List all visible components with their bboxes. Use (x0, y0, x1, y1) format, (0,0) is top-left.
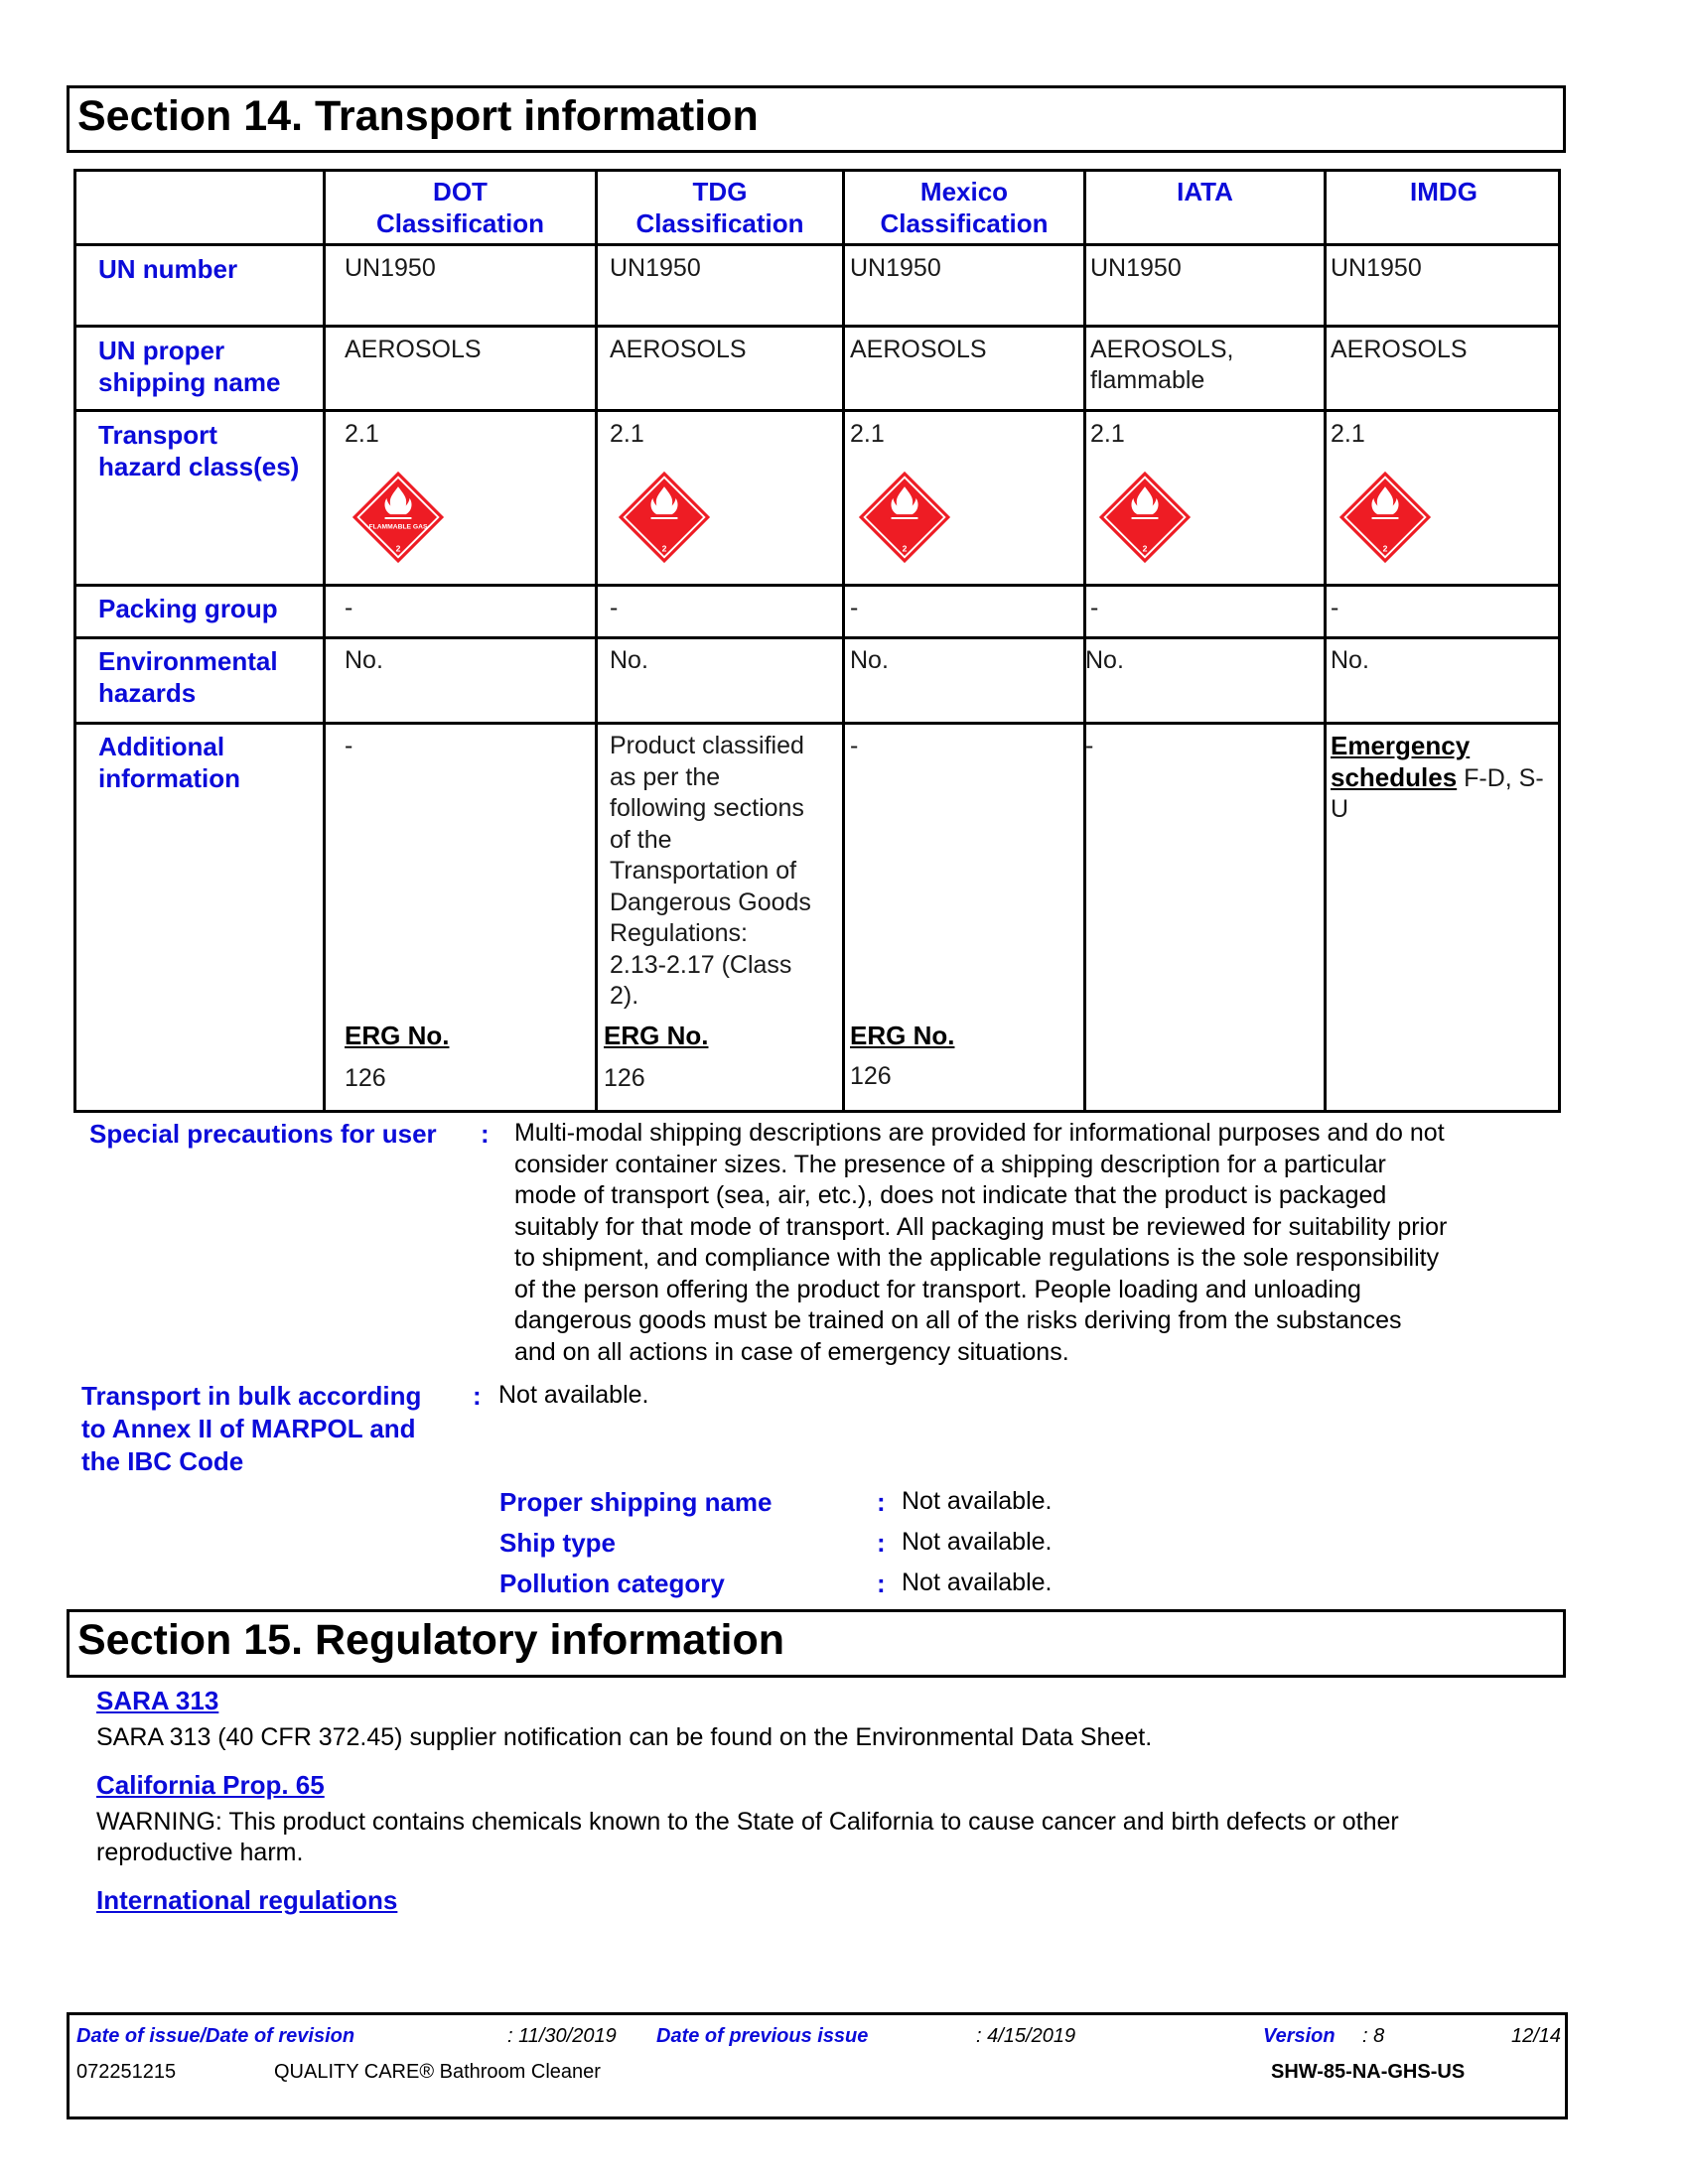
environmental-iata: No. (1085, 646, 1124, 674)
ship-type-label: Ship type (499, 1528, 617, 1558)
sara-313-text: SARA 313 (40 CFR 372.45) supplier notification can be found on the Environmental Data Sheet. (96, 1723, 1153, 1751)
erg-tdg (604, 1021, 708, 1094)
product-name: QUALITY CARE® Bathroom Cleaner (274, 2061, 601, 2083)
text-line: Transportation of (610, 857, 797, 885)
hazard-class-dot: 2.1 (345, 420, 379, 448)
text-line: Multi-modal shipping descriptions are provided for informational purposes and do not (514, 1119, 1445, 1147)
text-line: Regulations: (610, 919, 748, 947)
text-line: and on all actions in case of emergency situations. (514, 1337, 1069, 1366)
text-line: reproductive harm. (96, 1839, 304, 1866)
label-line: to Annex II of MARPOL and (81, 1414, 416, 1443)
text-line: 2). (610, 982, 639, 1010)
packing-group-dot: - (345, 594, 353, 621)
packing-group-imdg: - (1331, 594, 1339, 621)
erg-dot (345, 1021, 449, 1094)
header-line: Classification (880, 208, 1049, 238)
additional-tdg (610, 731, 811, 1013)
text-line: to shipment, and compliance with the applicable regulations is the sole responsibility (514, 1244, 1440, 1272)
erg-value: 126 (345, 1064, 386, 1092)
header-line: Mexico (919, 177, 1009, 206)
flammable-gas-placard-icon (351, 470, 446, 565)
hazard-class-imdg: 2.1 (1331, 420, 1365, 448)
svg-text:2: 2 (1142, 543, 1148, 554)
california-prop-65-heading: California Prop. 65 (96, 1770, 325, 1800)
placard-label: FLAMMABLE GAS (368, 523, 428, 531)
column-header-mexico (845, 176, 1083, 239)
date-of-previous-issue-label: Date of previous issue (656, 2025, 869, 2047)
section-15-title: Section 15. Regulatory information (77, 1616, 784, 1664)
svg-text:2: 2 (902, 543, 908, 554)
text-line: dangerous goods must be trained on all of the risks deriving from the substances (514, 1306, 1402, 1334)
transport-bulk-colon: : (473, 1381, 482, 1411)
header-line: DOT (433, 177, 488, 206)
hazard-class-iata: 2.1 (1090, 420, 1125, 448)
row-label-transport-hazard-class (98, 419, 299, 482)
emergency-schedules-value: F-D, S- (1464, 764, 1544, 792)
text-line: 2.13-2.17 (Class (610, 950, 792, 979)
text-line: of the person offering the product for transport. People loading and unloading (514, 1275, 1361, 1303)
environmental-dot: No. (345, 646, 383, 674)
text-line: following sections (610, 794, 804, 822)
pollution-category-value: Not available. (902, 1569, 1053, 1596)
transport-bulk-label (81, 1380, 421, 1478)
text-line: as per the (610, 762, 721, 791)
section-14-title: Section 14. Transport information (77, 92, 759, 140)
flammable-gas-placard-icon (617, 470, 712, 565)
column-divider (842, 172, 845, 1110)
text-line: mode of transport (sea, air, etc.), does not indicate that the product is packaged (514, 1181, 1387, 1209)
additional-imdg (1331, 731, 1544, 825)
header-line: Classification (375, 208, 545, 238)
label-line: Transport in bulk according (81, 1381, 422, 1411)
label-line: information (98, 763, 240, 793)
document-code: SHW-85-NA-GHS-US (1271, 2061, 1466, 2083)
version-label: Version (1263, 2025, 1336, 2047)
header-line: IMDG (1410, 177, 1477, 206)
label-line: hazard class(es) (98, 452, 300, 481)
text-line: suitably for that mode of transport. All packaging must be reviewed for suitability prior (514, 1212, 1448, 1241)
row-label-un-proper-shipping-name (98, 335, 280, 398)
erg-label: ERG No. (345, 1021, 450, 1050)
pollution-category-colon: : (877, 1569, 886, 1598)
column-divider (595, 172, 598, 1110)
row-divider (76, 584, 1558, 587)
label-line: Transport (98, 420, 217, 450)
additional-dot: - (345, 732, 353, 759)
value-line: flammable (1090, 366, 1205, 394)
svg-text:2: 2 (661, 543, 667, 554)
emergency-schedules-heading: Emergency (1331, 731, 1471, 760)
column-header-tdg (598, 176, 842, 239)
text-line: consider container sizes. The presence of a shipping description for a particular (514, 1150, 1386, 1178)
date-of-issue-label: Date of issue/Date of revision (76, 2025, 355, 2047)
proper-shipping-name-label: Proper shipping name (499, 1487, 773, 1517)
un-number-mexico: UN1950 (850, 254, 941, 282)
version-value: : 8 (1362, 2025, 1385, 2047)
un-number-iata: UN1950 (1090, 254, 1182, 282)
sara-313-heading: SARA 313 (96, 1686, 219, 1715)
label-line: shipping name (98, 367, 281, 397)
column-divider (323, 172, 326, 1110)
page-footer (67, 2012, 1568, 2119)
text-line: Dangerous Goods (610, 887, 811, 916)
environmental-tdg: No. (610, 646, 648, 674)
emergency-schedules-heading: schedules (1331, 762, 1458, 792)
un-number-imdg: UN1950 (1331, 254, 1422, 282)
date-of-previous-issue-value: : 4/15/2019 (976, 2025, 1076, 2047)
international-regulations-heading: International regulations (96, 1885, 398, 1915)
product-code: 072251215 (76, 2061, 177, 2083)
shipping-name-tdg: AEROSOLS (610, 336, 747, 363)
row-label-additional-information (98, 731, 240, 794)
shipping-name-imdg: AEROSOLS (1331, 336, 1468, 363)
row-divider (76, 722, 1558, 725)
header-line: Classification (635, 208, 804, 238)
row-label-packing-group: Packing group (98, 594, 278, 623)
erg-value: 126 (850, 1062, 892, 1090)
section-15-header (67, 1609, 1566, 1678)
packing-group-mexico: - (850, 594, 859, 621)
header-line: IATA (1177, 177, 1233, 206)
svg-text:2: 2 (1382, 543, 1388, 554)
california-prop-65-text (96, 1807, 1399, 1868)
un-number-tdg: UN1950 (610, 254, 701, 282)
special-precautions-text (514, 1118, 1567, 1368)
flammable-gas-placard-icon (1337, 470, 1433, 565)
text-line: WARNING: This product contains chemicals known to the State of California to cause cancer and birth defects or other (96, 1808, 1399, 1836)
text-line: of the (610, 825, 672, 854)
packing-group-iata: - (1090, 594, 1099, 621)
packing-group-tdg: - (610, 594, 619, 621)
additional-iata: - (1085, 732, 1094, 759)
column-divider (1324, 172, 1327, 1110)
label-line: hazards (98, 678, 197, 708)
proper-shipping-name-colon: : (877, 1487, 886, 1517)
header-line: TDG (692, 177, 748, 206)
row-label-environmental-hazards (98, 645, 278, 709)
row-divider (76, 243, 1558, 246)
environmental-imdg: No. (1331, 646, 1369, 674)
shipping-name-iata (1090, 335, 1234, 396)
label-line: UN proper (98, 336, 225, 365)
erg-value: 126 (604, 1064, 645, 1092)
erg-label: ERG No. (850, 1021, 955, 1050)
transport-table (73, 169, 1561, 1113)
column-header-iata (1086, 176, 1324, 207)
svg-text:2: 2 (395, 543, 401, 554)
environmental-mexico: No. (850, 646, 889, 674)
shipping-name-mexico: AEROSOLS (850, 336, 987, 363)
column-header-imdg (1327, 176, 1561, 207)
row-divider (76, 325, 1558, 328)
value-line: AEROSOLS, (1090, 336, 1234, 363)
label-line: the IBC Code (81, 1446, 244, 1476)
column-divider (1083, 172, 1086, 1110)
label-line: Additional (98, 732, 225, 761)
ship-type-colon: : (877, 1528, 886, 1558)
erg-label: ERG No. (604, 1021, 709, 1050)
row-divider (76, 409, 1558, 412)
row-label-un-number: UN number (98, 254, 238, 284)
label-line: Environmental (98, 646, 278, 676)
date-of-issue-value: : 11/30/2019 (507, 2025, 617, 2047)
special-precautions-colon: : (481, 1119, 490, 1149)
proper-shipping-name-value: Not available. (902, 1487, 1053, 1515)
section-14-header (67, 85, 1566, 153)
un-number-dot: UN1950 (345, 254, 436, 282)
special-precautions-label: Special precautions for user (89, 1119, 437, 1149)
flammable-gas-placard-icon (1097, 470, 1193, 565)
flammable-gas-placard-icon (857, 470, 952, 565)
column-header-dot (326, 176, 595, 239)
page-number: 12/14 (1511, 2025, 1562, 2047)
additional-mexico: - (850, 732, 859, 759)
hazard-class-tdg: 2.1 (610, 420, 644, 448)
emergency-schedules-value: U (1331, 795, 1349, 823)
hazard-class-mexico: 2.1 (850, 420, 885, 448)
erg-mexico (850, 1021, 954, 1092)
row-divider (76, 636, 1558, 639)
pollution-category-label: Pollution category (499, 1569, 725, 1598)
transport-bulk-value: Not available. (498, 1381, 649, 1409)
ship-type-value: Not available. (902, 1528, 1053, 1556)
shipping-name-dot: AEROSOLS (345, 336, 482, 363)
text-line: Product classified (610, 732, 804, 759)
